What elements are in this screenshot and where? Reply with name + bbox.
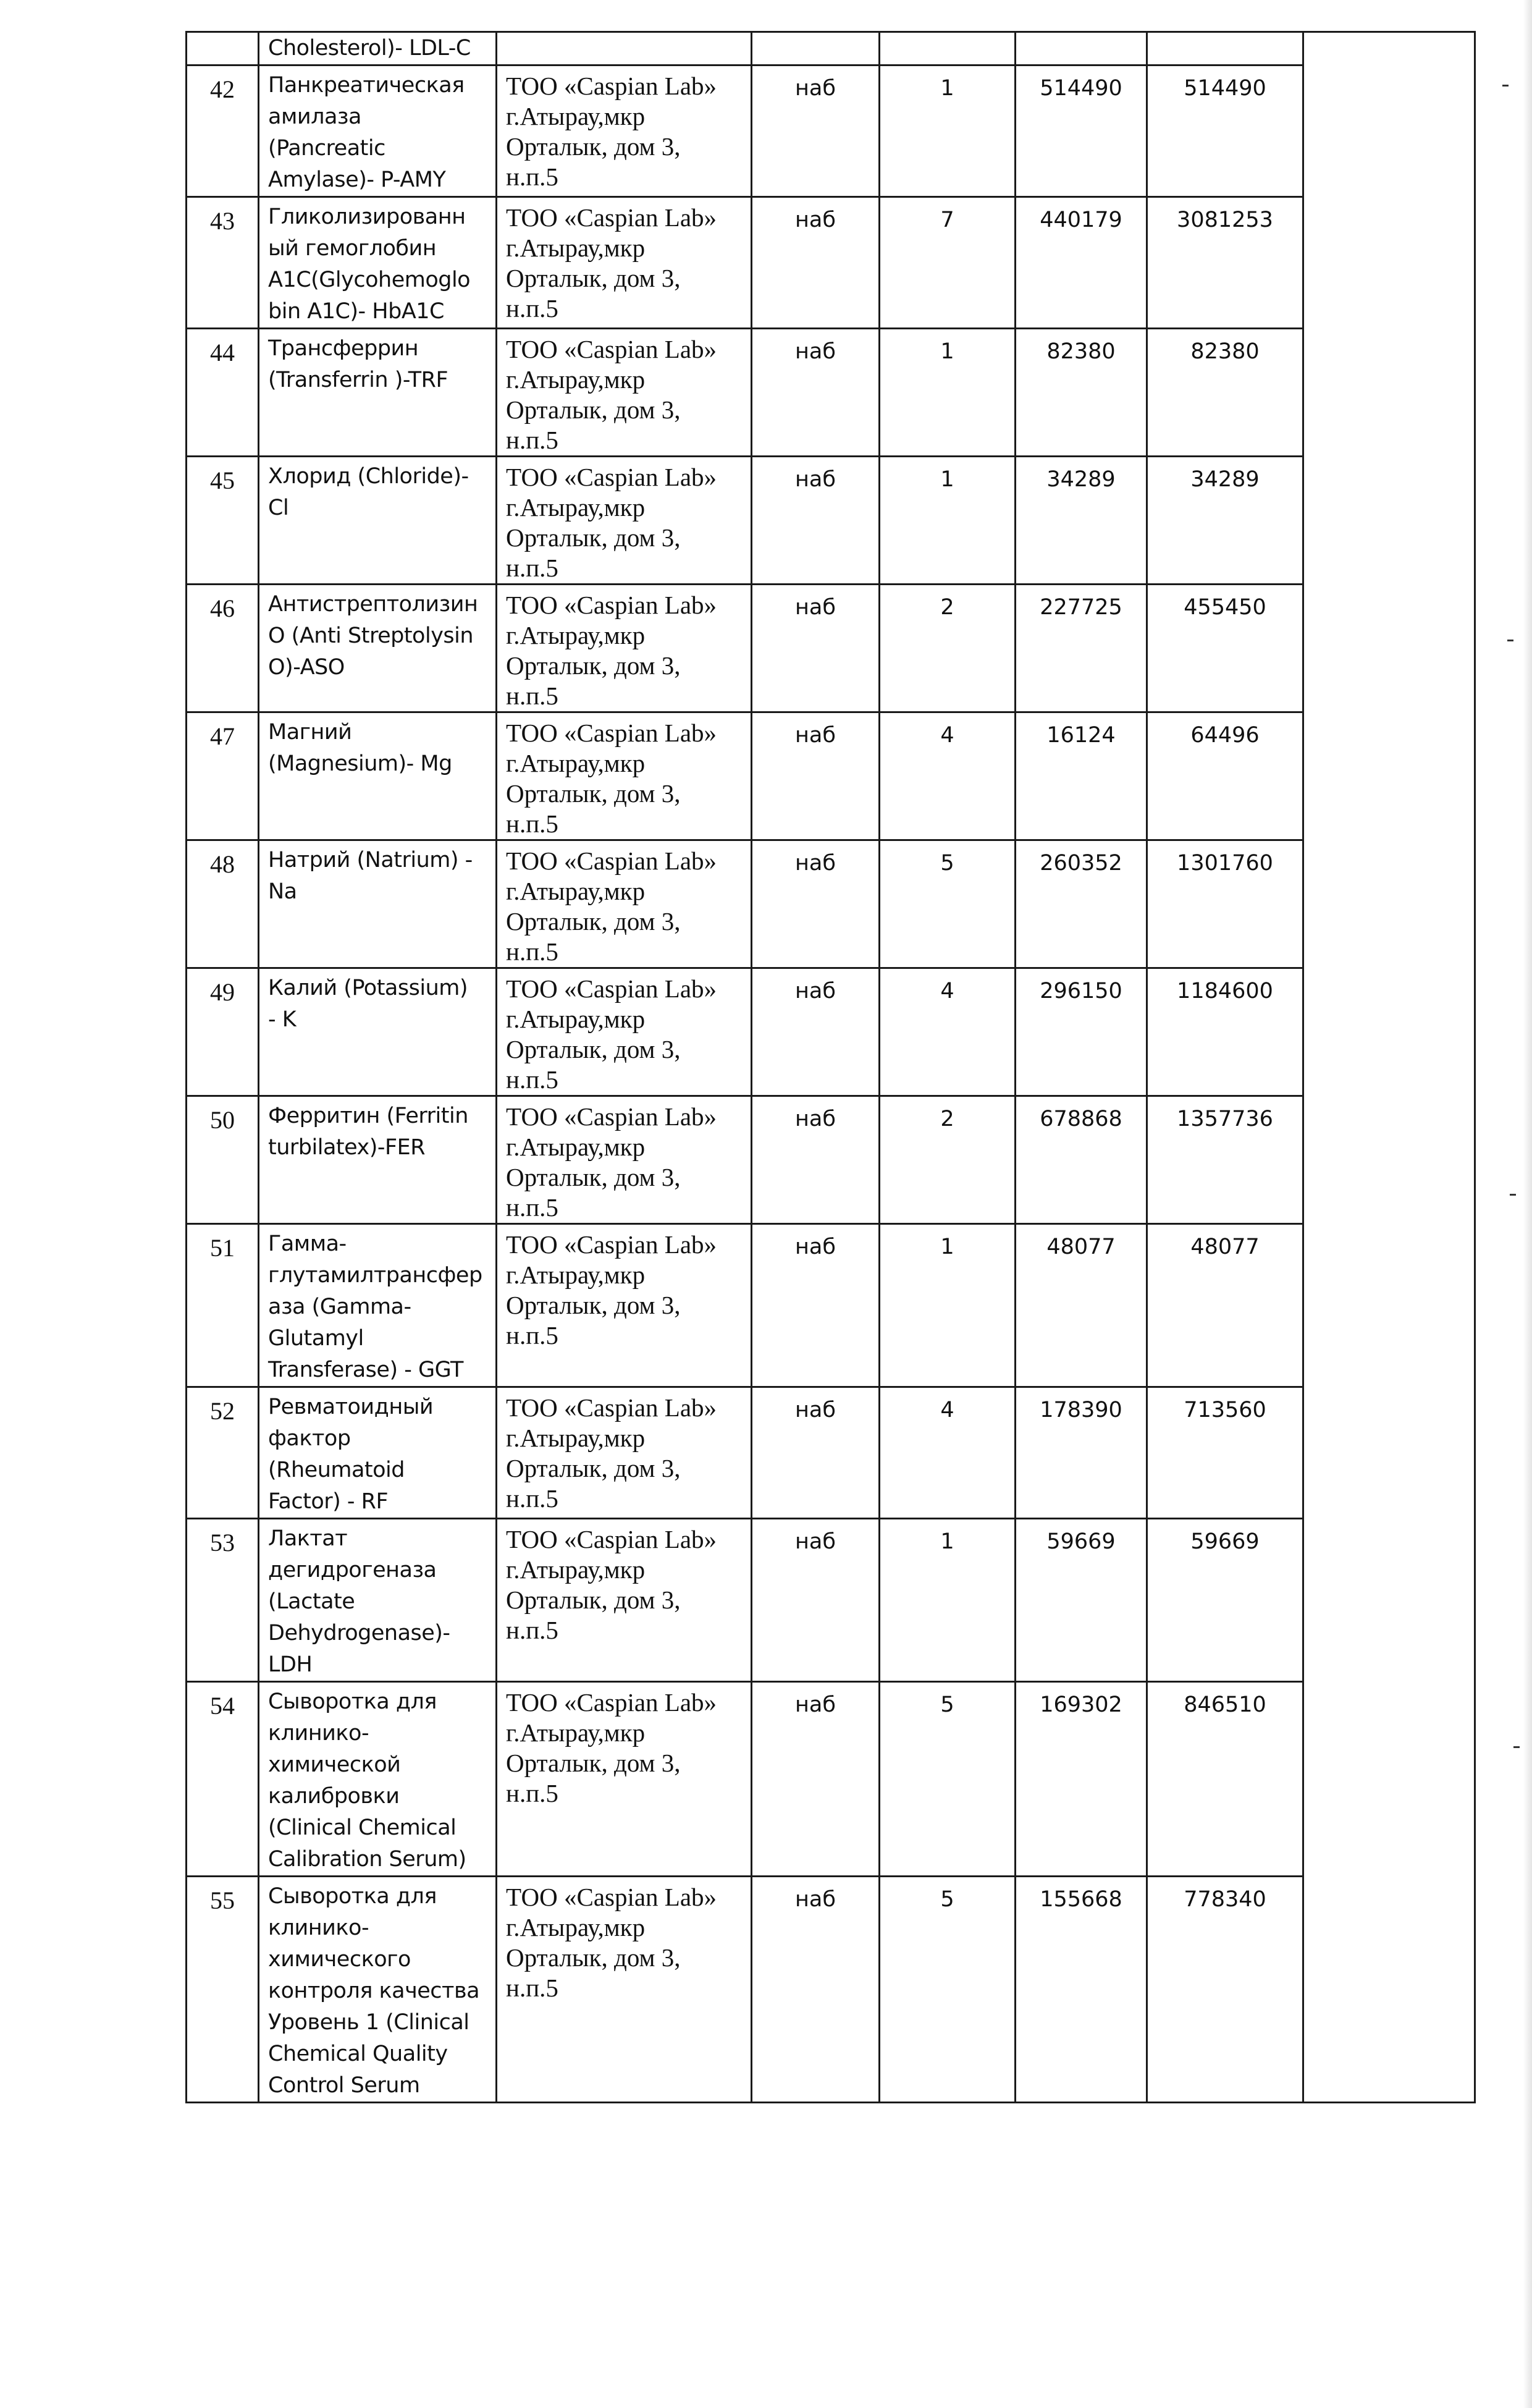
cell-unit: наб: [752, 457, 880, 585]
cell-total: 846510: [1147, 1682, 1303, 1877]
supplier-line: ТОО «Caspian Lab»: [506, 72, 717, 100]
supplier-line: н.п.5: [506, 809, 558, 838]
scan-artifact-mark: [1513, 1746, 1520, 1748]
supplier-line: Орталык, дом 3,: [506, 907, 681, 936]
supplier-line: н.п.5: [506, 426, 558, 454]
cell-number: 44: [187, 329, 259, 457]
cell-unit: наб: [752, 1519, 880, 1682]
cell-quantity: 4: [880, 968, 1016, 1096]
supplier-line: Орталык, дом 3,: [506, 1749, 681, 1777]
supplier-line: Орталык, дом 3,: [506, 523, 681, 552]
name-line: Factor) - RF: [268, 1489, 389, 1514]
name-line: контроля качества: [268, 1979, 480, 2003]
name-line: Сыворотка для: [268, 1689, 437, 1714]
scan-artifact-mark: [1510, 1194, 1516, 1196]
cell-price: 48077: [1016, 1224, 1147, 1387]
cell-supplier: [497, 1096, 752, 1224]
cell-unit: наб: [752, 712, 880, 840]
cell-name: [259, 1387, 497, 1519]
cell-total: 48077: [1147, 1224, 1303, 1387]
table-row: [187, 1387, 1475, 1519]
supplier-line: н.п.5: [506, 1779, 558, 1807]
table-row: [187, 65, 1475, 197]
supplier-line: Орталык, дом 3,: [506, 779, 681, 808]
supplier-line: г.Атырау,мкр: [506, 234, 646, 262]
supplier-line: Орталык, дом 3,: [506, 1163, 681, 1191]
name-line: фактор: [268, 1426, 351, 1451]
cell-total: 3081253: [1147, 197, 1303, 329]
cell-number: [187, 32, 259, 65]
name-line: Хлорид (Chloride)-: [268, 464, 469, 489]
name-line: амилаза: [268, 104, 361, 129]
cell-total: 713560: [1147, 1387, 1303, 1519]
cell-price: 82380: [1016, 329, 1147, 457]
table-row: [187, 1519, 1475, 1682]
procurement-table-wrapper: [185, 31, 1476, 2103]
cell-total: 778340: [1147, 1877, 1303, 2103]
cell-number: 46: [187, 585, 259, 712]
name-line: Ферритин (Ferritin: [268, 1104, 468, 1128]
cell-name: [259, 1877, 497, 2103]
supplier-line: г.Атырау,мкр: [506, 1718, 646, 1747]
name-line: O (Anti Streptolysin: [268, 623, 474, 648]
table-row: [187, 840, 1475, 968]
supplier-line: н.п.5: [506, 682, 558, 710]
cell-price: 169302: [1016, 1682, 1147, 1877]
cell-price: 34289: [1016, 457, 1147, 585]
cell-price: 260352: [1016, 840, 1147, 968]
cell-total: 34289: [1147, 457, 1303, 585]
cell-number: 53: [187, 1519, 259, 1682]
supplier-line: н.п.5: [506, 554, 558, 582]
name-line: Na: [268, 879, 297, 904]
cell-supplier: [497, 197, 752, 329]
cell-quantity: 2: [880, 585, 1016, 712]
scan-artifact-mark: [1507, 640, 1513, 641]
cell-name: [259, 197, 497, 329]
cell-quantity: 1: [880, 1519, 1016, 1682]
cell-supplier: [497, 1387, 752, 1519]
scan-artifact-mark: [1502, 85, 1509, 87]
table-row: [187, 1877, 1475, 2103]
supplier-line: ТОО «Caspian Lab»: [506, 847, 717, 875]
supplier-line: ТОО «Caspian Lab»: [506, 1883, 717, 1911]
name-line: Ревматоидный: [268, 1395, 434, 1419]
cell-price: 227725: [1016, 585, 1147, 712]
name-line: ый гемоглобин: [268, 236, 437, 261]
cell-unit: наб: [752, 197, 880, 329]
cell-quantity: 1: [880, 457, 1016, 585]
supplier-line: н.п.5: [506, 1616, 558, 1644]
cell-supplier: [497, 712, 752, 840]
cell-blank-column: [1303, 32, 1475, 2103]
name-line: Cl: [268, 496, 289, 520]
cell-price: 59669: [1016, 1519, 1147, 1682]
supplier-line: Орталык, дом 3,: [506, 1035, 681, 1063]
name-line: Calibration Serum): [268, 1847, 466, 1872]
cell-name: [259, 968, 497, 1096]
cell-price: 155668: [1016, 1877, 1147, 2103]
cell-price: 16124: [1016, 712, 1147, 840]
supplier-line: г.Атырау,мкр: [506, 1913, 646, 1941]
supplier-line: н.п.5: [506, 1484, 558, 1513]
name-line: Трансферрин: [268, 336, 419, 361]
supplier-line: г.Атырау,мкр: [506, 365, 646, 394]
cell-quantity: 5: [880, 1682, 1016, 1877]
cell-supplier: [497, 968, 752, 1096]
name-line: LDH: [268, 1652, 313, 1677]
cell-total: 82380: [1147, 329, 1303, 457]
supplier-line: ТОО «Caspian Lab»: [506, 1688, 717, 1717]
name-line: Лактат: [268, 1526, 348, 1551]
name-line: химического: [268, 1947, 411, 1972]
cell-unit: наб: [752, 329, 880, 457]
supplier-line: Орталык, дом 3,: [506, 651, 681, 680]
cell-name: [259, 65, 497, 197]
cell-number: 50: [187, 1096, 259, 1224]
supplier-line: н.п.5: [506, 294, 558, 323]
cell-quantity: 5: [880, 1877, 1016, 2103]
name-line: (Magnesium)- Mg: [268, 751, 452, 776]
name-line: (Pancreatic: [268, 136, 385, 161]
cell-supplier: [497, 32, 752, 65]
cell-unit: наб: [752, 1877, 880, 2103]
cell-name: [259, 1682, 497, 1877]
cell-number: 55: [187, 1877, 259, 2103]
cell-supplier: [497, 1877, 752, 2103]
cell-price: 440179: [1016, 197, 1147, 329]
cell-unit: наб: [752, 840, 880, 968]
name-line: Cholesterol)- LDL-C: [268, 36, 471, 61]
cell-unit: наб: [752, 1387, 880, 1519]
supplier-line: ТОО «Caspian Lab»: [506, 1525, 717, 1553]
name-line: Панкреатическая: [268, 73, 465, 98]
table-row: [187, 585, 1475, 712]
cell-supplier: [497, 65, 752, 197]
cell-name: [259, 840, 497, 968]
name-line: Control Serum: [268, 2073, 420, 2098]
cell-supplier: [497, 840, 752, 968]
cell-total: 59669: [1147, 1519, 1303, 1682]
cell-number: 54: [187, 1682, 259, 1877]
table-row: [187, 1682, 1475, 1877]
cell-unit: [752, 32, 880, 65]
cell-price: 514490: [1016, 65, 1147, 197]
supplier-line: ТОО «Caspian Lab»: [506, 203, 717, 232]
supplier-line: г.Атырау,мкр: [506, 749, 646, 777]
cell-number: 47: [187, 712, 259, 840]
supplier-line: ТОО «Caspian Lab»: [506, 1393, 717, 1422]
name-line: Гликолизированн: [268, 205, 466, 229]
name-line: Антистрептолизин: [268, 592, 478, 617]
cell-number: 42: [187, 65, 259, 197]
supplier-line: Орталык, дом 3,: [506, 1454, 681, 1482]
cell-quantity: 1: [880, 65, 1016, 197]
cell-unit: наб: [752, 1682, 880, 1877]
cell-total: 1301760: [1147, 840, 1303, 968]
name-line: Магний: [268, 720, 352, 745]
cell-price: 296150: [1016, 968, 1147, 1096]
name-line: Уровень 1 (Clinical: [268, 2010, 469, 2035]
supplier-line: н.п.5: [506, 1321, 558, 1350]
name-line: глутамилтрансфер: [268, 1263, 482, 1288]
name-line: Glutamyl: [268, 1326, 364, 1351]
cell-number: 45: [187, 457, 259, 585]
table-row: [187, 457, 1475, 585]
supplier-line: ТОО «Caspian Lab»: [506, 974, 717, 1003]
supplier-line: г.Атырау,мкр: [506, 102, 646, 130]
cell-quantity: 4: [880, 1387, 1016, 1519]
supplier-line: г.Атырау,мкр: [506, 877, 646, 905]
supplier-line: г.Атырау,мкр: [506, 1555, 646, 1584]
name-line: дегидрогеназа: [268, 1558, 437, 1582]
name-line: (Transferrin )-TRF: [268, 368, 448, 392]
cell-number: 43: [187, 197, 259, 329]
supplier-line: г.Атырау,мкр: [506, 621, 646, 649]
supplier-line: ТОО «Caspian Lab»: [506, 1102, 717, 1131]
cell-unit: наб: [752, 968, 880, 1096]
name-line: Amylase)- P-AMY: [268, 167, 446, 192]
cell-quantity: 1: [880, 329, 1016, 457]
name-line: Chemical Quality: [268, 2042, 448, 2066]
supplier-line: г.Атырау,мкр: [506, 1424, 646, 1452]
cell-quantity: 7: [880, 197, 1016, 329]
name-line: клинико-: [268, 1916, 369, 1940]
table-row: [187, 712, 1475, 840]
supplier-line: ТОО «Caspian Lab»: [506, 1230, 717, 1259]
table-row-continued: [187, 32, 1475, 65]
cell-supplier: [497, 329, 752, 457]
cell-quantity: 5: [880, 840, 1016, 968]
cell-supplier: [497, 1682, 752, 1877]
table-row: [187, 329, 1475, 457]
cell-name: [259, 1096, 497, 1224]
supplier-line: Орталык, дом 3,: [506, 1943, 681, 1972]
supplier-line: г.Атырау,мкр: [506, 493, 646, 522]
name-line: калибровки: [268, 1784, 400, 1809]
name-line: Сыворотка для: [268, 1884, 437, 1909]
cell-price: [1016, 32, 1147, 65]
cell-quantity: [880, 32, 1016, 65]
supplier-line: ТОО «Caspian Lab»: [506, 463, 717, 491]
name-line: химической: [268, 1752, 401, 1777]
cell-number: 49: [187, 968, 259, 1096]
cell-name: [259, 1519, 497, 1682]
supplier-line: ТОО «Caspian Lab»: [506, 335, 717, 363]
table-row: [187, 1224, 1475, 1387]
scan-shadow-edge: [1523, 0, 1532, 2408]
cell-supplier: [497, 1519, 752, 1682]
cell-total: [1147, 32, 1303, 65]
supplier-line: Орталык, дом 3,: [506, 1291, 681, 1319]
cell-name: [259, 329, 497, 457]
supplier-line: ТОО «Caspian Lab»: [506, 719, 717, 747]
supplier-line: Орталык, дом 3,: [506, 264, 681, 292]
cell-total: 514490: [1147, 65, 1303, 197]
name-line: - K: [268, 1007, 297, 1032]
supplier-line: г.Атырау,мкр: [506, 1133, 646, 1161]
name-line: Dehydrogenase)-: [268, 1621, 450, 1645]
cell-price: 178390: [1016, 1387, 1147, 1519]
cell-name: [259, 1224, 497, 1387]
cell-total: 64496: [1147, 712, 1303, 840]
supplier-line: н.п.5: [506, 1193, 558, 1222]
supplier-line: н.п.5: [506, 1065, 558, 1094]
cell-quantity: 4: [880, 712, 1016, 840]
name-line: Гамма-: [268, 1231, 347, 1256]
supplier-line: ТОО «Caspian Lab»: [506, 591, 717, 619]
cell-total: 455450: [1147, 585, 1303, 712]
cell-name: [259, 457, 497, 585]
table-row: [187, 197, 1475, 329]
name-line: аза (Gamma-: [268, 1295, 411, 1319]
name-line: (Rheumatoid: [268, 1458, 405, 1482]
cell-quantity: 1: [880, 1224, 1016, 1387]
cell-name: [259, 32, 497, 65]
supplier-line: н.п.5: [506, 163, 558, 191]
name-line: клинико-: [268, 1721, 369, 1746]
supplier-line: н.п.5: [506, 1974, 558, 2002]
name-line: (Clinical Chemical: [268, 1815, 457, 1840]
supplier-line: Орталык, дом 3,: [506, 1586, 681, 1614]
supplier-line: н.п.5: [506, 937, 558, 966]
name-line: Калий (Potassium): [268, 976, 468, 1000]
cell-price: 678868: [1016, 1096, 1147, 1224]
cell-total: 1357736: [1147, 1096, 1303, 1224]
cell-number: 51: [187, 1224, 259, 1387]
cell-total: 1184600: [1147, 968, 1303, 1096]
cell-supplier: [497, 585, 752, 712]
cell-name: [259, 712, 497, 840]
procurement-table: [185, 31, 1476, 2103]
cell-unit: наб: [752, 1224, 880, 1387]
cell-unit: наб: [752, 585, 880, 712]
name-line: turbilatex)-FER: [268, 1135, 426, 1160]
table-row: [187, 968, 1475, 1096]
supplier-line: Орталык, дом 3,: [506, 395, 681, 424]
name-line: Transferase) - GGT: [268, 1358, 463, 1382]
cell-unit: наб: [752, 1096, 880, 1224]
cell-unit: наб: [752, 65, 880, 197]
supplier-line: г.Атырау,мкр: [506, 1005, 646, 1033]
supplier-line: Орталык, дом 3,: [506, 132, 681, 161]
cell-name: [259, 585, 497, 712]
cell-number: 52: [187, 1387, 259, 1519]
name-line: A1C(Glycohemoglo: [268, 268, 471, 292]
cell-quantity: 2: [880, 1096, 1016, 1224]
cell-supplier: [497, 1224, 752, 1387]
name-line: (Lactate: [268, 1589, 355, 1614]
name-line: Натрий (Natrium) -: [268, 848, 473, 872]
supplier-line: г.Атырау,мкр: [506, 1261, 646, 1289]
name-line: bin A1C)- HbA1C: [268, 299, 444, 324]
cell-supplier: [497, 457, 752, 585]
cell-number: 48: [187, 840, 259, 968]
table-row: [187, 1096, 1475, 1224]
name-line: O)-ASO: [268, 655, 345, 680]
